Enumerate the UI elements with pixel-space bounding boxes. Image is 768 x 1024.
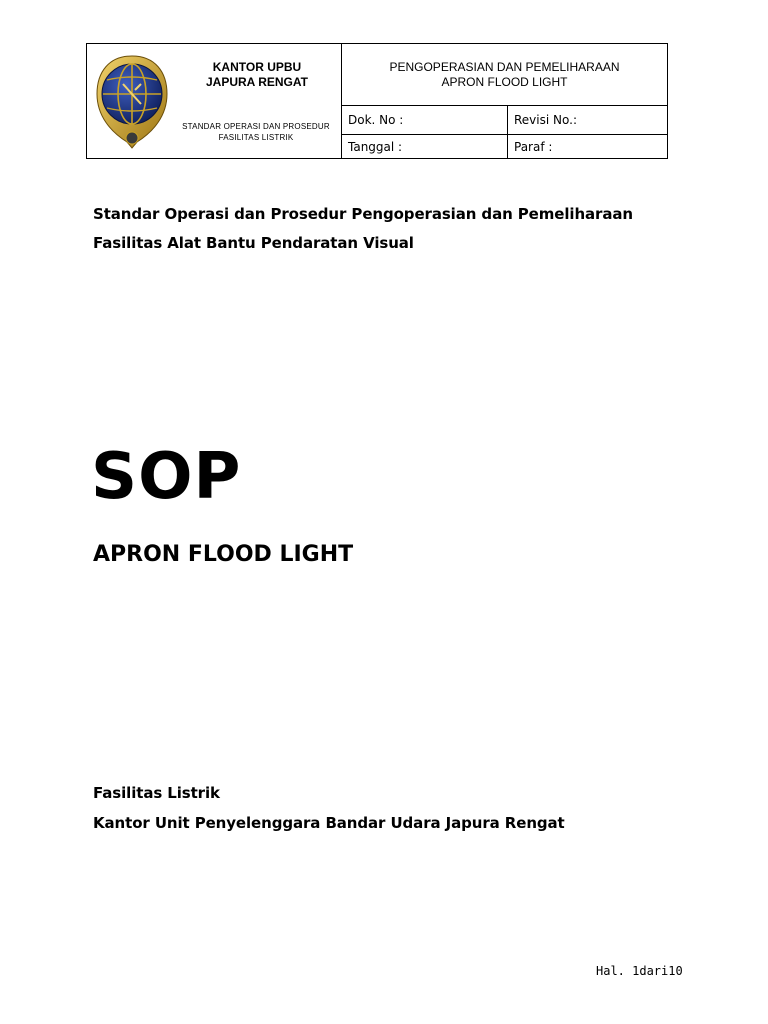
- header-document-title: [342, 44, 667, 106]
- office-name: [177, 60, 337, 90]
- office-name-line1: KANTOR UPBU: [212, 60, 302, 74]
- header-office-cell: [87, 44, 342, 158]
- facility-label: Fasilitas Listrik: [93, 784, 220, 802]
- sop-subtitle-line2: FASILITAS LISTRIK: [218, 133, 294, 142]
- office-full-name: Kantor Unit Penyelenggara Bandar Udara Japura Rengat: [93, 814, 565, 832]
- date-field: Tanggal :: [342, 135, 508, 158]
- header-title-line1: PENGOPERASIAN DAN PEMELIHARAAN: [389, 59, 620, 74]
- revision-number-field: Revisi No.:: [508, 106, 667, 135]
- sop-label: SOP: [91, 440, 242, 514]
- paraf-field: Paraf :: [514, 139, 553, 154]
- document-heading-line1: Standar Operasi dan Prosedur Pengoperasian dan Pemeliharaan: [93, 205, 633, 223]
- document-heading-line2: Fasilitas Alat Bantu Pendaratan Visual: [93, 234, 414, 252]
- document-header-table: [86, 43, 668, 159]
- sop-subtitle: [171, 121, 341, 143]
- doc-number-field: Dok. No :: [342, 106, 508, 135]
- header-title-line2: APRON FLOOD LIGHT: [441, 74, 568, 89]
- ministry-emblem-icon: [95, 54, 169, 150]
- page-number: Hal. 1dari10: [596, 964, 683, 978]
- sop-title: APRON FLOOD LIGHT: [93, 542, 354, 567]
- sop-subtitle-line1: STANDAR OPERASI DAN PROSEDUR: [182, 122, 330, 131]
- office-name-line2: JAPURA RENGAT: [205, 75, 308, 89]
